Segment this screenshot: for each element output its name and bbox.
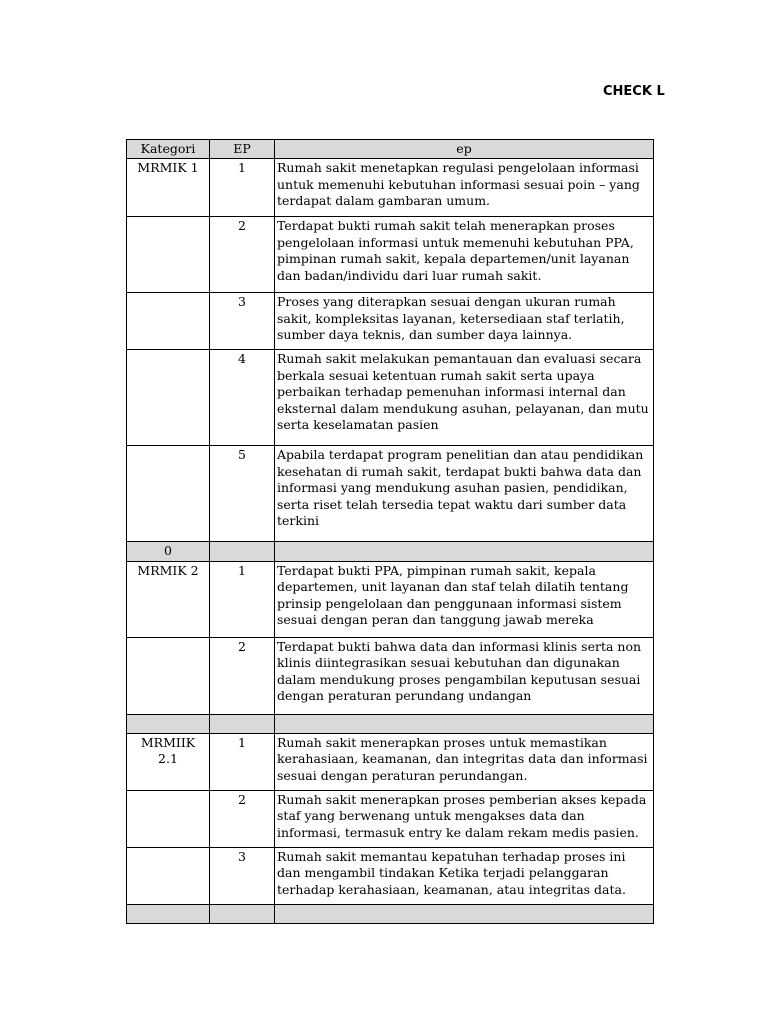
kategori-cell: MRMIK 1 xyxy=(127,159,210,217)
ep-number-cell: 1 xyxy=(210,561,275,637)
table-row xyxy=(127,217,654,293)
ep-number-cell: 1 xyxy=(210,159,275,217)
column-header-kategori: Kategori xyxy=(127,140,210,159)
ep-number-cell: 2 xyxy=(210,637,275,714)
ep-number-cell xyxy=(210,542,275,561)
ep-text-cell: Rumah sakit memantau kepatuhan terhadap proses ini dan mengambil tindakan Ketika terjadi pelanggaran terhadap kerahasiaan, keamanan, atau integritas data. xyxy=(275,847,654,904)
kategori-cell: MRMIIK 2.1 xyxy=(127,733,210,790)
table-row xyxy=(127,159,654,217)
ep-number-cell: 2 xyxy=(210,217,275,293)
ep-text-cell xyxy=(275,714,654,733)
separator-row xyxy=(127,904,654,923)
kategori-cell xyxy=(127,714,210,733)
kategori-cell xyxy=(127,847,210,904)
table-header-row xyxy=(127,140,654,159)
kategori-cell: 0 xyxy=(127,542,210,561)
ep-text-cell: Rumah sakit menerapkan proses pemberian akses kepada staf yang berwenang untuk mengakses data dan informasi, termasuk entry ke dalam rekam medis pasien. xyxy=(275,790,654,847)
ep-text-cell: Proses yang diterapkan sesuai dengan ukuran rumah sakit, kompleksitas layanan, ketersediaan staf terlatih, sumber daya teknis, dan sumber daya lainnya. xyxy=(275,293,654,350)
table-row xyxy=(127,350,654,446)
kategori-cell xyxy=(127,217,210,293)
separator-row xyxy=(127,542,654,561)
kategori-cell: MRMIK 2 xyxy=(127,561,210,637)
column-header-ep-text: ep xyxy=(275,140,654,159)
checklist-table xyxy=(126,139,654,924)
ep-number-cell: 3 xyxy=(210,293,275,350)
kategori-cell xyxy=(127,904,210,923)
ep-text-cell: Terdapat bukti bahwa data dan informasi klinis serta non klinis diintegrasikan sesuai kebutuhan dan digunakan dalam mendukung proses pengambilan keputusan sesuai dengan peraturan perundang undangan xyxy=(275,637,654,714)
kategori-cell xyxy=(127,637,210,714)
table-row xyxy=(127,790,654,847)
ep-text-cell: Rumah sakit menetapkan regulasi pengelolaan informasi untuk memenuhi kebutuhan informasi sesuai poin – yang terdapat dalam gambaran umum. xyxy=(275,159,654,217)
ep-text-cell xyxy=(275,542,654,561)
ep-text-cell: Rumah sakit melakukan pemantauan dan evaluasi secara berkala sesuai ketentuan rumah sakit serta upaya perbaikan terhadap pemenuhan informasi internal dan eksternal dalam mendukung asuhan, pelayanan, dan mutu serta keselamatan pasien xyxy=(275,350,654,446)
ep-number-cell xyxy=(210,714,275,733)
ep-text-cell: Terdapat bukti PPA, pimpinan rumah sakit, kepala departemen, unit layanan dan staf telah dilatih tentang prinsip pengelolaan dan penggunaan informasi sistem sesuai dengan peran dan tanggung jawab mereka xyxy=(275,561,654,637)
ep-number-cell: 3 xyxy=(210,847,275,904)
table-row xyxy=(127,733,654,790)
ep-number-cell: 2 xyxy=(210,790,275,847)
ep-text-cell xyxy=(275,904,654,923)
table-row xyxy=(127,637,654,714)
kategori-cell xyxy=(127,293,210,350)
kategori-cell xyxy=(127,790,210,847)
table-row xyxy=(127,847,654,904)
ep-number-cell: 5 xyxy=(210,446,275,542)
kategori-cell xyxy=(127,350,210,446)
ep-text-cell: Terdapat bukti rumah sakit telah menerapkan proses pengelolaan informasi untuk memenuhi kebutuhan PPA, pimpinan rumah sakit, kepala departemen/unit layanan dan badan/individu dari luar rumah sakit. xyxy=(275,217,654,293)
ep-text-cell: Apabila terdapat program penelitian dan atau pendidikan kesehatan di rumah sakit, terdapat bukti bahwa data dan informasi yang mendukung asuhan pasien, pendidikan, serta riset telah tersedia tepat waktu dari sumber data terkini xyxy=(275,446,654,542)
ep-text-cell: Rumah sakit menerapkan proses untuk memastikan kerahasiaan, keamanan, dan integritas data dan informasi sesuai dengan peraturan perundangan. xyxy=(275,733,654,790)
separator-row xyxy=(127,714,654,733)
ep-number-cell: 1 xyxy=(210,733,275,790)
page-title: CHECK L xyxy=(603,84,665,99)
table-row xyxy=(127,293,654,350)
column-header-ep-number: EP xyxy=(210,140,275,159)
table-row xyxy=(127,446,654,542)
table-row xyxy=(127,561,654,637)
ep-number-cell xyxy=(210,904,275,923)
ep-number-cell: 4 xyxy=(210,350,275,446)
kategori-cell xyxy=(127,446,210,542)
